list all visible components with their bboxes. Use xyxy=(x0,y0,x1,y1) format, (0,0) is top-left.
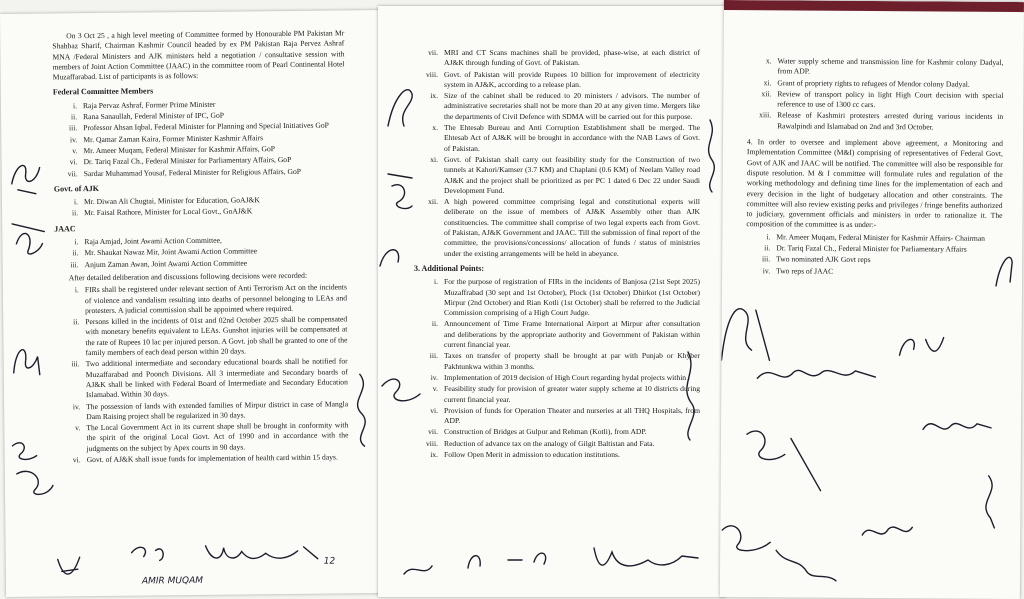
item-text: Govt. of Pakistan shall carry out feasibility study for the Construction of two tunnels at Kahori/Kamser (3.7 KM) and Chaplani (0.6 KM) of Neelam Valley road AJ&K and the project shall be prioritized as per PC 1 dated 6 Dec 22 under Saudi Development Fund. xyxy=(444,154,700,195)
item-text: Mr. Faisal Rathore, Minister for Local Govt., GoAJ&K xyxy=(84,206,253,218)
item-text: Persons killed in the incidents of 01st and 02nd October 2025 shall be compensated with monetary benefits equivalent to LEAs. Gunshot injuries will be compensated at the rate of Rupees 10 lac per injured person. A Govt. job shall be granted to one of the family members of each dead person within 20 days. xyxy=(85,314,348,358)
item-number: ii. xyxy=(71,208,79,218)
federal-member-item xyxy=(54,166,346,179)
item-number: vi. xyxy=(69,157,78,167)
item-text: Raja Amjad, Joint Awami Action Committee, xyxy=(84,235,222,247)
item-text: Mr. Diwan Ali Chugtai, Minister for Education, GoAJ&K xyxy=(83,195,260,207)
decisions-list xyxy=(55,283,349,466)
item-text: A high powered committee comprising legal and constitutional experts will deliberate on the issue of members of AJ&K Assembly other than AJK constituencies. The committee shall comprise of two legal experts each from Govt. of Pakistan, AJ&K Government and JAAC. Till the submission of final report of the committee, the provisions/concessions/ allocation of funds / status of ministries under the existing arrangements will be held in abeyance. xyxy=(444,197,700,258)
monitoring-committee-paragraph: 4. In order to oversee and implement above agreement, a Monitoring and Implementation Committee (M&I) comprising of representatives of Federal Govt, Govt of AJK and JAAC will be notified. The committee will also be responsible for dispute resolution. M & I committee will formulate rules and regulation of the working methodology and defining time lines for the implementation of each and every decision in the light of budgetary allocation and other constraints. The committee will also review existing perks and privileges / fringe benefits authorized to judiciary, government officials and ministers in order to rationalize it. The composition of the committee is as under:- xyxy=(746,137,1004,230)
item-text: Reduction of advance tax on the analogy of Gilgit Baltistan and Fata. xyxy=(444,438,655,448)
item-text: Grant of propriety rights to refugees of Mendor colony Dadyal. xyxy=(777,77,970,89)
item-text: Mr. Ameer Muqam, Federal Minister for Kashmir Affairs- Chairman xyxy=(776,232,986,243)
additional-points-heading: 3. Additional Points: xyxy=(414,263,485,273)
item-number: i. xyxy=(73,197,79,207)
item-number: vii. xyxy=(428,427,438,437)
item-text: The Ehtesab Bureau and Anti Corruption Establishment shall be merged. The Ehtesab Act of AJ&K will be brought in accordance with the NAB Laws of Govt. of Pakistan. xyxy=(444,123,700,153)
item-text: Rana Sanaullah, Federal Minister of IPC, GoP xyxy=(83,110,225,122)
item-text: Construction of Bridges at Gulpur and Rehman (Kotli), from ADP. xyxy=(444,427,647,437)
item-text: Feasibility study for provision of greater water supply scheme at 10 districts during current financial year. xyxy=(444,384,700,404)
item-number: v. xyxy=(432,384,438,394)
signature xyxy=(990,242,1018,292)
page-1-text xyxy=(52,28,349,468)
item-number: ii. xyxy=(72,248,79,258)
item-text: Size of the cabinet shall be reduced to 20 ministers / advisors. The number of administrative secretaries shall not be more than 20 at any given time. Mergers like the departments of Civil Defence with SDMA will be carried out for this purpose. xyxy=(444,91,700,121)
signature xyxy=(751,342,881,403)
additional-point-item xyxy=(747,111,1003,133)
additional-point-item xyxy=(414,277,700,318)
item-text: Taxes on transfer of property shall be brought at par with Punjab or Khyber Pakhtunkwa within 3 months. xyxy=(444,351,700,371)
jaac-members-list xyxy=(54,234,346,270)
item-text: Mr. Shaukat Nawaz Mir, Joint Awami Action Committee xyxy=(84,246,258,258)
decision-item xyxy=(414,197,700,259)
item-number: iv. xyxy=(762,265,771,275)
page-2-text xyxy=(414,48,700,463)
signature xyxy=(856,513,916,553)
committee-member-item xyxy=(746,255,1002,267)
item-text: Implementation of 2019 decision of High Court regarding hydal projects within . xyxy=(444,372,690,382)
additional-points-list xyxy=(414,277,700,460)
signature xyxy=(378,236,412,276)
item-number: iii. xyxy=(761,254,771,264)
jaac-member-item xyxy=(55,257,347,270)
meeting-intro: On 3 Oct 25 , a high level meeting of Committee formed by Honourable PM Pakistan Mr Shahbaz Sharif, Chairman Kashmir Council headed by ex PM Pakistan Raja Pervez Ashraf MNA /Federal Ministers and AJK ministers held a negotiation / consultative session with members of Joint Action Committee (JAAC) in the committee room of Pearl Continental Hotel Muzaffarabad. List of participants is as follows: xyxy=(52,28,345,82)
item-number: iii. xyxy=(70,259,79,269)
ajk-member-item xyxy=(54,206,346,219)
signature xyxy=(917,403,997,449)
decision-item xyxy=(414,48,700,69)
item-number: vi. xyxy=(72,455,81,465)
federal-members-list xyxy=(53,98,346,179)
item-number: viii. xyxy=(425,69,438,79)
item-number: xiii. xyxy=(759,110,772,120)
item-number: i. xyxy=(72,100,78,111)
item-text: The possession of lands with extended families of Mirpur district in case of Mangla Dam Raising project shall be regularized in 30 days. xyxy=(86,398,349,421)
decision-item xyxy=(414,91,700,122)
item-text: Govt. of AJ&K shall issue funds for implementation of health card within 15 days. xyxy=(86,452,338,465)
committee-member-item xyxy=(746,232,1002,244)
signature xyxy=(960,472,1016,532)
decision-item xyxy=(55,315,347,359)
additional-point-item xyxy=(747,89,1003,111)
page-1 xyxy=(0,10,386,597)
decision-item xyxy=(56,399,348,423)
decision-item xyxy=(414,123,700,154)
item-text: Raja Pervaz Ashraf, Former Prime Minister xyxy=(82,99,216,110)
item-text: Provision of funds for Operation Theater and nurseries at all THQ Hospitals, from ADP. xyxy=(444,405,700,426)
signature xyxy=(5,154,45,199)
item-number: i. xyxy=(766,232,771,242)
signature xyxy=(668,346,708,446)
signature xyxy=(7,339,43,379)
item-text: Announcement of Time Frame International Airport at Mirpur after consultation and deliberations by the appropriate authority and Government of Pakistan within current financial year. xyxy=(444,319,700,350)
item-number: i. xyxy=(433,277,438,287)
item-text: Water supply scheme and transmission line for Kashmir colony Dadyal, from ADP. xyxy=(777,56,1004,76)
item-number: iii. xyxy=(68,123,78,133)
item-text: Dr. Tariq Fazal Ch., Federal Minister for Parliamentary Affairs xyxy=(776,243,967,254)
item-number: xii. xyxy=(428,197,438,207)
signature xyxy=(398,538,718,597)
signature xyxy=(696,116,722,196)
ajk-heading: Govt. of AJK xyxy=(53,183,99,194)
item-number: xi. xyxy=(763,77,772,87)
signature-name: AMIR MUQAM xyxy=(141,575,204,587)
signature xyxy=(720,510,847,591)
additional-point-item xyxy=(414,439,700,449)
decision-item xyxy=(56,357,348,401)
signature xyxy=(6,433,57,504)
ajk-members-list xyxy=(54,195,346,220)
additional-points-continued xyxy=(747,56,1004,133)
item-number: i. xyxy=(74,237,79,247)
decision-item xyxy=(414,155,700,196)
item-number: ii. xyxy=(431,319,438,329)
item-number: x. xyxy=(432,123,438,133)
item-number: ii. xyxy=(764,243,771,253)
signature xyxy=(342,370,379,450)
additional-point-item xyxy=(414,450,700,460)
decision-item xyxy=(57,452,349,465)
item-text: Mr. Ameer Muqam, Federal Minister for Kashmir Affairs, GoP xyxy=(83,144,276,156)
additional-point-item xyxy=(414,319,700,350)
item-text: Two nominated AJK Govt reps xyxy=(776,254,871,265)
signature xyxy=(8,214,49,264)
committee-composition-list xyxy=(746,232,1002,278)
signature xyxy=(891,325,951,375)
item-text: Dr. Tariq Fazal Ch., Federal Minister for Parliamentary Affairs, GoP xyxy=(83,155,292,167)
decision-item xyxy=(55,283,347,317)
additional-point-item xyxy=(414,384,700,405)
item-text: Review of transport policy in light High Court decision with special reference to use of 1300 cc cars. xyxy=(777,89,1004,110)
item-text: Professor Ahsan Iqbal, Federal Minister for Planning and Special Initiatives GoP xyxy=(83,120,329,133)
item-number: iv. xyxy=(430,372,438,382)
item-text: Anjum Zaman Awan, Joint Awami Action Committee xyxy=(84,258,248,269)
item-number: vii. xyxy=(428,48,438,57)
committee-member-item xyxy=(746,243,1002,255)
additional-point-item xyxy=(747,78,1003,90)
page-3 xyxy=(720,0,1024,599)
page-2 xyxy=(378,6,726,597)
item-text: MRI and CT Scans machines shall be provided, phase-wise, at each district of AJ&K through funding of Govt. of Pakistan. xyxy=(444,48,700,68)
item-number: v. xyxy=(72,146,78,156)
item-text: Sardar Muhammad Yousaf, Federal Minister for Religious Affairs, GoP xyxy=(83,166,302,178)
item-number: vi. xyxy=(430,405,438,415)
item-number: ix. xyxy=(430,91,438,101)
item-number: i. xyxy=(74,285,79,295)
additional-point-item xyxy=(414,427,700,437)
signature xyxy=(741,420,832,501)
signature xyxy=(378,366,426,416)
item-number: viii. xyxy=(425,438,438,448)
signature xyxy=(54,553,84,583)
item-number: xi. xyxy=(430,154,438,164)
decision-item xyxy=(414,70,700,91)
item-number: iv. xyxy=(72,401,81,411)
committee-member-item xyxy=(746,266,1002,278)
decisions-intro: After detailed deliberation and discussions following decisions were recorded: xyxy=(68,270,308,283)
item-text: Release of Kashmiri protesters arrested during various incidents in Rawalpindi and Islamabad on 2nd and 3rd October. xyxy=(777,110,1004,132)
page-3-text xyxy=(746,56,1004,281)
jaac-heading: JAAC xyxy=(54,223,76,234)
decisions-list-continued xyxy=(414,48,700,259)
decision-item xyxy=(56,420,348,454)
item-text: FIRs shall be registered under relevant section of Anti Terrorism Act on the incidents of violence and vandalism resulting into deaths of personnel belonging to LEAs and protesters. A judicial commission shall be appointed where required. xyxy=(84,282,348,315)
signature-number: 12 xyxy=(323,556,336,567)
item-number: iii. xyxy=(71,359,80,369)
item-number: x. xyxy=(765,56,772,66)
item-text: Two additional intermediate and secondary educational boards shall be notified for Muzaffarabad and Poonch Divisions. All 3 intermediate and Secondary boards of AJ&K shall be linked with Federal Board of Intermediate and Secondary Education Islamabad. Within 30 days. xyxy=(85,356,348,400)
item-number: vii. xyxy=(67,168,78,178)
item-number: iii. xyxy=(429,351,438,361)
additional-point-item xyxy=(747,56,1003,78)
top-edge-band xyxy=(724,0,1024,12)
federal-heading: Federal Committee Members xyxy=(52,86,154,97)
additional-point-item xyxy=(414,373,700,383)
signature xyxy=(382,166,418,216)
item-text: Govt. of Pakistan will provide Rupees 10 billion for improvement of electricity system in AJ&K, according to a release plan. xyxy=(444,69,700,89)
additional-point-item xyxy=(414,351,700,372)
item-text: The Local Government Act in its current shape shall be brought in conformity with the spirit of the original Local Govt. Act of 1990 and in accordance with the judgments on the subject by Apex courts in 90 days. xyxy=(86,420,349,453)
item-number: iv. xyxy=(69,134,78,144)
item-text: Two reps of JAAC xyxy=(776,266,834,276)
item-text: Mr. Qamar Zaman Kaira, Former Minister Kashmir Affairs xyxy=(83,132,264,144)
signature xyxy=(384,76,418,136)
item-number: ii. xyxy=(73,317,80,327)
item-text: For the purpose of registration of FIRs in the incidents of Banjosa (21st Sept 2025) Muzaffrabad (30 sept and 1st October), Plock (1st October) Dhirkot (1st October) Mirpur (2nd October) and Rian Kotli (1st October) shall be referred to the Judicial Commission comprising of a High Court Judge. xyxy=(444,277,700,318)
item-number: v. xyxy=(75,423,81,433)
item-number: ii. xyxy=(70,112,78,122)
item-text: Follow Open Merit in admission to education institutions. xyxy=(444,449,620,459)
additional-point-item xyxy=(414,406,700,427)
item-number: xii. xyxy=(761,89,772,99)
item-number: ix. xyxy=(430,449,438,459)
